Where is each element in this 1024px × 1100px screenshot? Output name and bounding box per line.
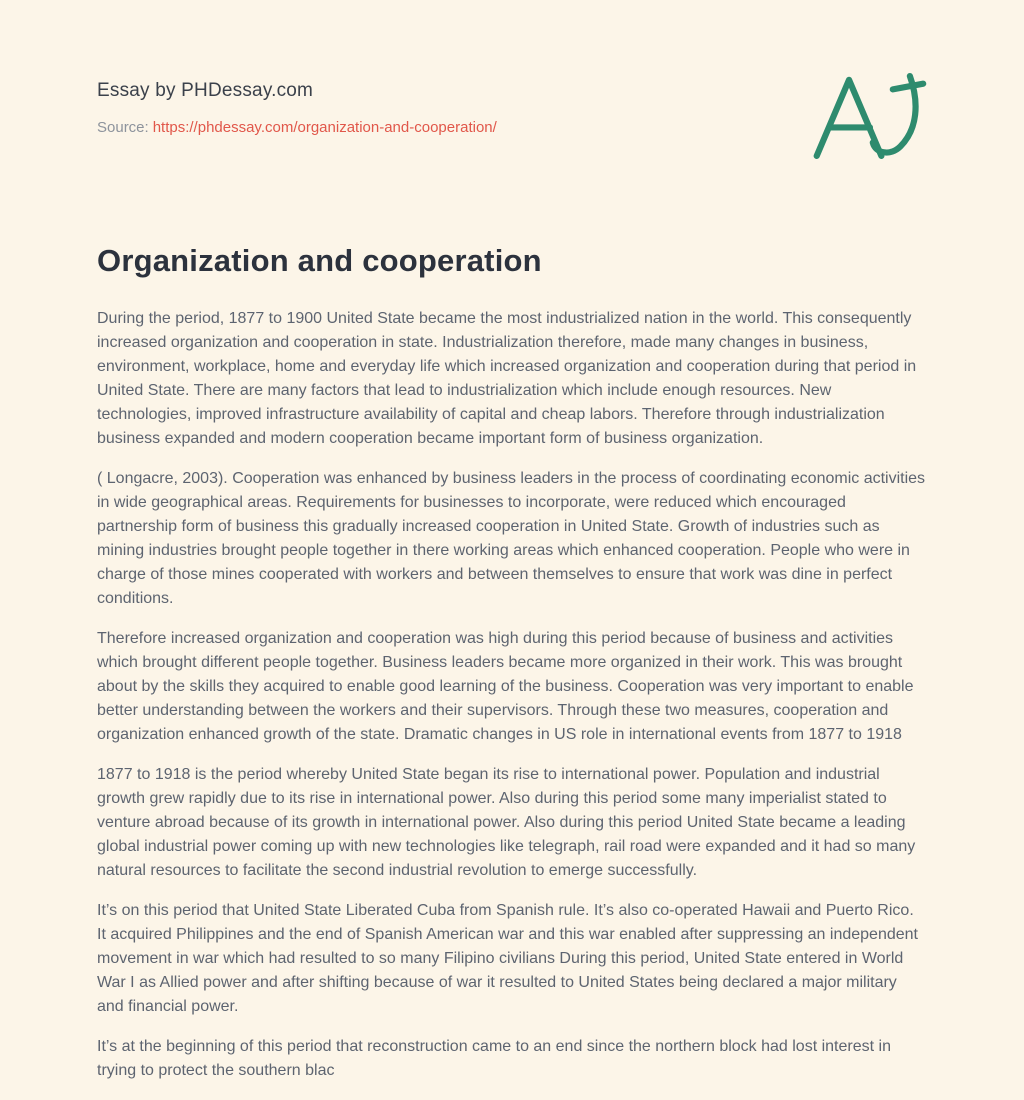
header-text-block xyxy=(97,74,497,136)
source-line xyxy=(97,119,497,136)
essay-paragraph: 1877 to 1918 is the period whereby United State began its rise to international power. Population and industrial growth grew rapidly due to its rise in international power. Also during this period some many imperialist stated to venture abroad because of its growth in international power. Also during this period United State became a leading global industrial power coming up with new technologies like telegraph, rail road were expanded and it had so many natural resources to facilitate the second industrial revolution to emerge successfully. xyxy=(97,766,916,880)
source-label: Source: xyxy=(97,119,149,136)
page-title: Organization and cooperation xyxy=(97,243,542,278)
essay-paragraph: It’s at the beginning of this period that reconstruction came to an end since the northern block had lost interest in trying to protect the southern blac xyxy=(97,1038,891,1080)
essay-paragraph: It’s on this period that United State Liberated Cuba from Spanish rule. It’s also co-operated Hawaii and Puerto Rico. It acquired Philippines and the end of Spanish American war and this war enabled after suppressing an independent movement in war which had resulted to so many Filipino civilians During this period, United State entered in World War I as Allied power and after shifting because of war it resulted to United States being declared a major military and financial power. xyxy=(97,902,918,1016)
header xyxy=(97,74,927,162)
phdessay-logo-icon xyxy=(811,70,927,162)
essay-byline: Essay by PHDessay.com xyxy=(97,80,314,101)
essay-paragraph: During the period, 1877 to 1900 United State became the most industrialized nation in the world. This consequently increased organization and cooperation in state. Industrialization therefore, made many changes in business, environment, workplace, home and everyday life which increased organization and cooperation during that period in United State. There are many factors that lead to industrialization which include enough resources. New technologies, improved infrastructure availability of capital and cheap labors. Therefore through industrialization business expanded and modern cooperation became important form of business organization. xyxy=(97,310,917,448)
phdessay-logo xyxy=(811,70,927,162)
essay-paragraph: Therefore increased organization and cooperation was high during this period because of business and activities which brought different people together. Business leaders became more organized in their work. This was brought about by the skills they acquired to enable good learning of the business. Cooperation was very important to enable better understanding between the workers and their supervisors. Through these two measures, cooperation and organization enhanced growth of the state. Dramatic changes in US role in international events from 1877 to 1918 xyxy=(97,630,914,744)
essay-paragraph: ( Longacre, 2003). Cooperation was enhanced by business leaders in the process of coordinating economic activities in wide geographical areas. Requirements for businesses to incorporate, were reduced which encouraged partnership form of business this gradually increased cooperation in United State. Growth of industries such as mining industries brought people together in there working areas which enhanced cooperation. People who were in charge of those mines cooperated with workers and between themselves to ensure that work was dine in perfect conditions. xyxy=(97,470,926,608)
essay-body xyxy=(97,307,927,1083)
source-url-link[interactable]: https://phdessay.com/organization-and-cooperation/ xyxy=(152,119,497,136)
essay-content xyxy=(97,0,927,1083)
